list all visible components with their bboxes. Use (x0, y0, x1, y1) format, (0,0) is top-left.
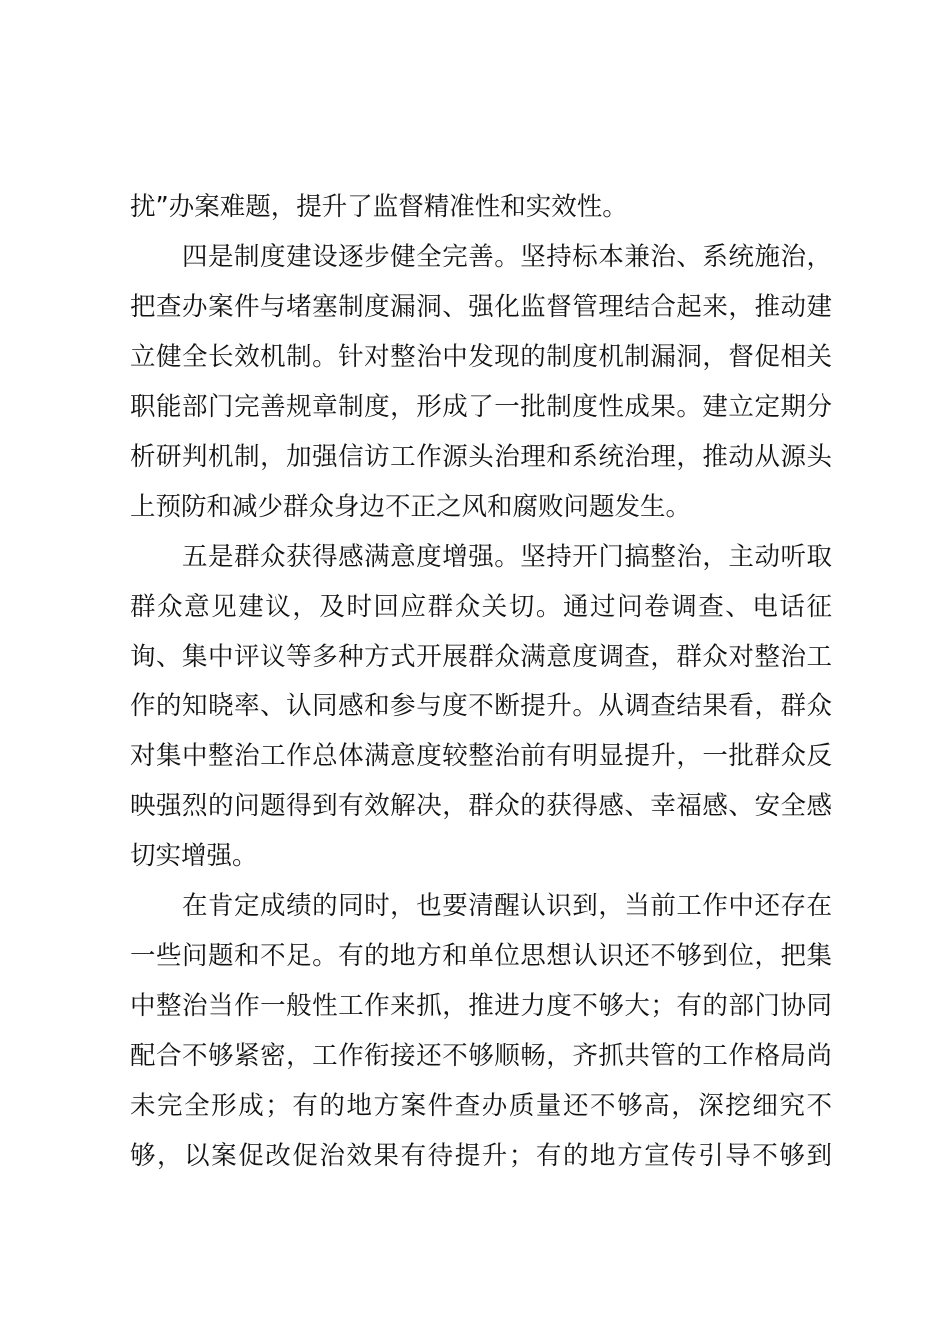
text-line: 立健全长效机制。针对整治中发现的制度机制漏洞，督促相关 (130, 342, 832, 372)
text-line: 作的知晓率、认同感和参与度不断提升。从调查结果看，群众 (130, 691, 832, 721)
text-line: 够，以案促改促治效果有待提升；有的地方宣传引导不够到 (130, 1141, 832, 1171)
text-line: 对集中整治工作总体满意度较整治前有明显提升，一批群众反 (130, 741, 832, 771)
text-line: 配合不够紧密，工作衔接还不够顺畅，齐抓共管的工作格局尚 (130, 1041, 832, 1071)
text-line: 上预防和减少群众身边不正之风和腐败问题发生。 (130, 492, 692, 522)
text-line: 把查办案件与堵塞制度漏洞、强化监督管理结合起来，推动建 (130, 292, 832, 322)
text-line: 扰”办案难题，提升了监督精准性和实效性。 (130, 192, 628, 222)
paragraph-start-line: 在肯定成绩的同时，也要清醒认识到，当前工作中还存在 (182, 891, 832, 921)
text-line: 映强烈的问题得到有效解决，群众的获得感、幸福感、安全感 (130, 791, 832, 821)
text-line: 未完全形成；有的地方案件查办质量还不够高，深挖细究不 (130, 1091, 832, 1121)
text-line: 群众意见建议，及时回应群众关切。通过问卷调查、电话征 (130, 592, 832, 622)
text-line: 中整治当作一般性工作来抓，推进力度不够大；有的部门协同 (130, 991, 832, 1021)
text-line: 一些问题和不足。有的地方和单位思想认识还不够到位，把集 (130, 941, 832, 971)
text-line: 切实增强。 (130, 841, 258, 871)
paragraph-start-line: 四是制度建设逐步健全完善。坚持标本兼治、系统施治， (182, 242, 832, 272)
paragraph-start-line: 五是群众获得感满意度增强。坚持开门搞整治，主动听取 (182, 542, 832, 572)
text-line: 职能部门完善规章制度，形成了一批制度性成果。建立定期分 (130, 392, 832, 422)
text-line: 析研判机制，加强信访工作源头治理和系统治理，推动从源头 (130, 442, 832, 472)
text-line: 询、集中评议等多种方式开展群众满意度调查，群众对整治工 (130, 642, 832, 672)
